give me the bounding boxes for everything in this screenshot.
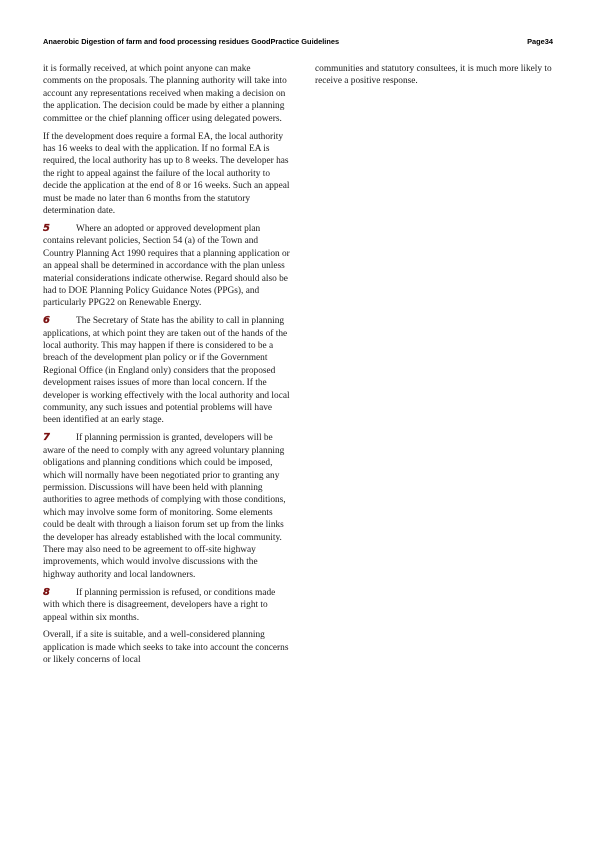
left-column: [43, 63, 291, 672]
paragraph-8-text: If planning permission is refused, or conditions made with which there is disagreement, developers have a right to appeal within six months.: [43, 587, 276, 623]
paragraph-number-7: 7: [43, 432, 50, 444]
paragraph-overall-continuation: communities and statutory consultees, it is much more likely to receive a positive response.: [315, 64, 552, 87]
paragraph-number-6: 6: [43, 315, 50, 327]
paragraph-formal-ea: If the development does require a formal EA, the local authority has 16 weeks to deal with the application. If no formal EA is required, the local authority has up to 8 weeks. The developer has the right to appeal against the failure of the local authority to decide the application at the end of 8 or 16 weeks. Such an appeal must be made no later than 6 months from the statutory determination date.: [43, 131, 290, 216]
paragraph-5: [43, 223, 291, 310]
paragraph-number-8: 8: [43, 586, 50, 598]
paragraph-6-text: The Secretary of State has the ability to call in planning applications, at which point they are taken out of the hands of the local authority. This may happen if there is considered to be a breach of the development plan policy or if the Government Regional Office (in England only) considers that the proposed development raises issues of more than local concern. If the developer is working effectively with the local authority and local community, any such issues and potential problems will have been identified at an early stage.: [43, 316, 290, 426]
page-number: Page34: [527, 37, 553, 46]
paragraph-8: [43, 587, 291, 624]
paragraph-7-text: If planning permission is granted, developers will be aware of the need to comply with any agreed voluntary planning obligations and planning conditions which could be imposed, which will normally have been negotiated prior to granting any permission. Discussions will have been held with planning authorities to agree methods of complying with those conditions, which may involve some form of monitoring. Some elements could be dealt with through a liaison forum set up from the links the developer has already established with the local community. There may also need to be agreement to off-site highway improvements, which would involve discussions with the highway authority and local landowners.: [43, 433, 286, 580]
paragraph-overall: Overall, if a site is suitable, and a well-considered planning application is made which seeks to take into account the concerns or likely concerns of local: [43, 630, 289, 666]
document-title: Anaerobic Digestion of farm and food processing residues GoodPractice Guidelines: [43, 37, 340, 46]
paragraph-continuation: it is formally received, at which point anyone can make comments on the proposals. The planning authority will take into account any representations received when making a decision on the application. The decision could be made by either a planning committee or the chief planning officer using delegated powers.: [43, 64, 287, 124]
paragraph-6: [43, 315, 291, 427]
right-column: [315, 63, 563, 93]
paragraph-7: [43, 432, 291, 581]
page-header: [43, 37, 553, 46]
paragraph-number-5: 5: [43, 222, 50, 234]
paragraph-5-text: Where an adopted or approved development plan contains relevant policies, Section 54 (a) of the Town and Country Planning Act 1990 requires that a planning application or an appeal shall be determined in accordance with the plan unless material considerations indicate otherwise. Regard should also be had to DOE Planning Policy Guidance Notes (PPGs), and particularly PPG22 on Renewable Energy.: [43, 223, 290, 309]
